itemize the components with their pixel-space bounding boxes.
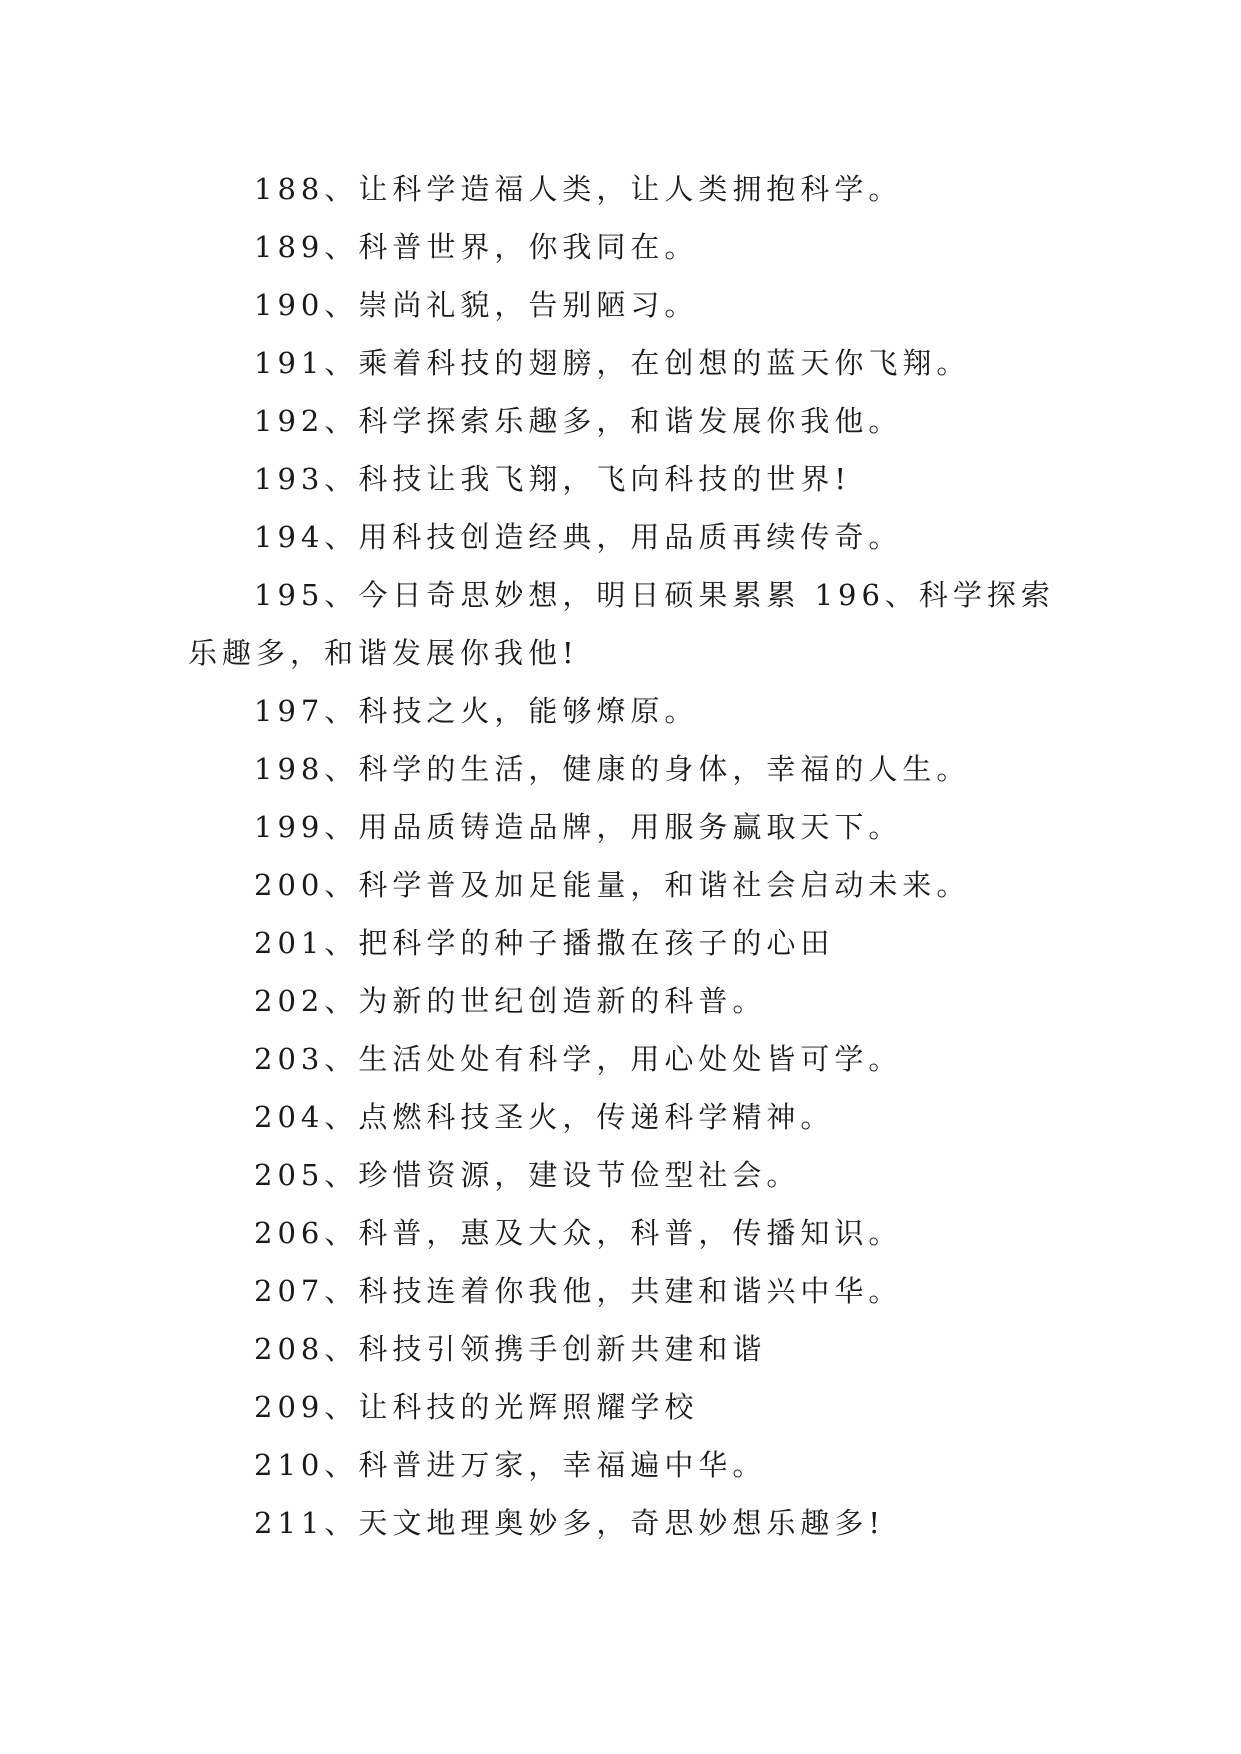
- slogan-188: 188、让科学造福人类，让人类拥抱科学。: [254, 172, 903, 206]
- slogan-195-196: 195、今日奇思妙想，明日硕果累累 196、科学探索乐趣多，和谐发展你我他!: [188, 578, 1055, 670]
- slogan-211: 211、天文地理奥妙多，奇思妙想乐趣多!: [254, 1506, 886, 1540]
- slogan-189: 189、科普世界，你我同在。: [254, 230, 699, 264]
- slogan-210: 210、科普进万家，幸福遍中华。: [254, 1448, 767, 1482]
- slogan-207: 207、科技连着你我他，共建和谐兴中华。: [254, 1274, 903, 1308]
- slogan-list: [188, 160, 1068, 1552]
- slogan-204: 204、点燃科技圣火，传递科学精神。: [254, 1100, 835, 1134]
- slogan-203: 203、生活处处有科学，用心处处皆可学。: [254, 1042, 903, 1076]
- slogan-201: 201、把科学的种子播撒在孩子的心田: [254, 926, 835, 960]
- slogan-202: 202、为新的世纪创造新的科普。: [254, 984, 767, 1018]
- slogan-200: 200、科学普及加足能量，和谐社会启动未来。: [254, 868, 971, 902]
- slogan-206: 206、科普，惠及大众，科普，传播知识。: [254, 1216, 903, 1250]
- slogan-197: 197、科技之火，能够燎原。: [254, 694, 699, 728]
- slogan-198: 198、科学的生活，健康的身体，幸福的人生。: [254, 752, 971, 786]
- slogan-199: 199、用品质铸造品牌，用服务赢取天下。: [254, 810, 903, 844]
- slogan-192: 192、科学探索乐趣多，和谐发展你我他。: [254, 404, 903, 438]
- slogan-191: 191、乘着科技的翅膀，在创想的蓝天你飞翔。: [254, 346, 971, 380]
- slogan-194: 194、用科技创造经典，用品质再续传奇。: [254, 520, 903, 554]
- slogan-190: 190、崇尚礼貌，告别陋习。: [254, 288, 699, 322]
- slogan-205: 205、珍惜资源，建设节俭型社会。: [254, 1158, 801, 1192]
- slogan-193: 193、科技让我飞翔，飞向科技的世界!: [254, 462, 852, 496]
- slogan-208: 208、科技引领携手创新共建和谐: [254, 1332, 767, 1366]
- slogan-209: 209、让科技的光辉照耀学校: [254, 1390, 699, 1424]
